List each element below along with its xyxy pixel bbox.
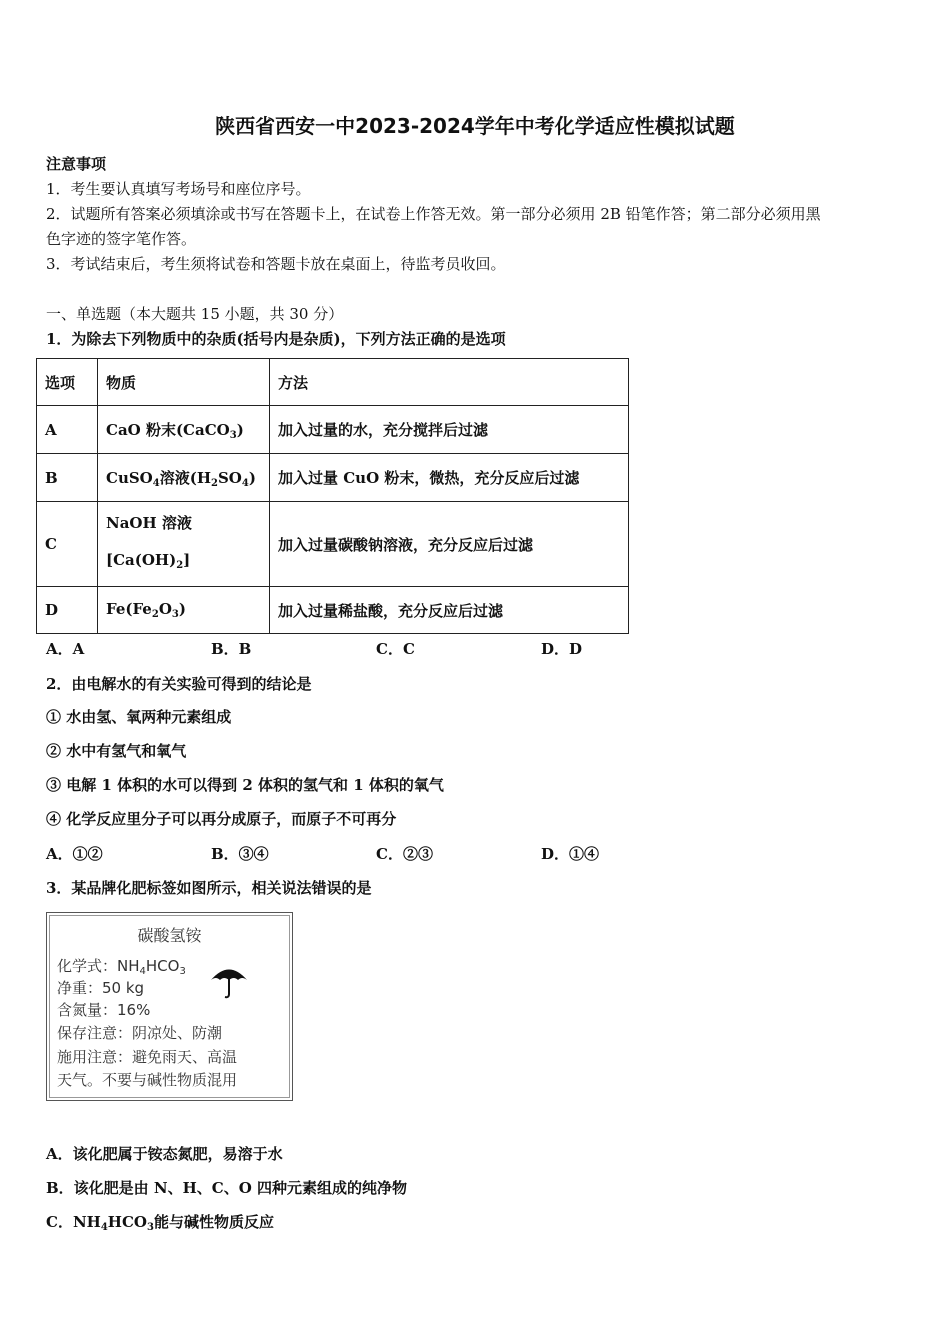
q1-table xyxy=(36,358,629,634)
q1-choice-b[interactable]: B．B xyxy=(211,640,252,658)
table-row xyxy=(37,587,629,634)
q1-stem: 1．为除去下列物质中的杂质(括号内是杂质)，下列方法正确的是选项 xyxy=(46,330,506,348)
row-method: 加入过量 CuO 粉末，微热，充分反应后过滤 xyxy=(270,454,629,502)
q2-statement-1: ① 水由氢、氧两种元素组成 xyxy=(46,708,232,726)
table-header-method: 方法 xyxy=(270,359,629,406)
row-method: 加入过量的水，充分搅拌后过滤 xyxy=(270,406,629,454)
row-substance: NaOH 溶液 $[Ca(OH)_2]$ xyxy=(98,502,270,587)
q2-choice-d[interactable]: D．①④ xyxy=(541,845,600,863)
q1-choice-c[interactable]: C．C xyxy=(376,640,415,658)
q2-statement-2: ② 水中有氢气和氧气 xyxy=(46,742,187,760)
notice-heading: 注意事项 xyxy=(46,155,107,173)
q2-choice-a[interactable]: A．①② xyxy=(46,845,103,863)
q2-choice-c[interactable]: C．②③ xyxy=(376,845,433,863)
notice-item-2-cont: 色字迹的签字笔作答。 xyxy=(46,230,197,248)
fertilizer-label-image xyxy=(46,912,293,1101)
label-title: 碳酸氢铵 xyxy=(137,926,202,945)
row-substance: CuSO$_4$溶液$(H_2SO_4)$ xyxy=(98,454,270,502)
notice-item-2: 2．试题所有答案必须填涂或书写在答题卡上，在试卷上作答无效。第一部分必须用 2B 铅笔作答；第二部分必须用黑 xyxy=(46,205,821,223)
notice-item-3: 3．考试结束后，考生须将试卷和答题卡放在桌面上，待监考员收回。 xyxy=(46,255,506,273)
umbrella-icon xyxy=(209,963,249,999)
row-option: A xyxy=(37,406,98,454)
table-row xyxy=(37,406,629,454)
row-substance: CaO 粉末(CaCO$_3$) xyxy=(98,406,270,454)
q3-choice-c[interactable]: C．$NH_4HCO_3$能与碱性物质反应 xyxy=(46,1213,274,1233)
label-storage: 保存注意：阴凉处、防潮 xyxy=(57,1024,223,1042)
row-option: D xyxy=(37,587,98,634)
table-row xyxy=(37,502,629,587)
q3-choice-b[interactable]: B．该化肥是由 N、H、C、O 四种元素组成的纯净物 xyxy=(46,1179,408,1197)
row-method: 加入过量碳酸钠溶液，充分反应后过滤 xyxy=(270,502,629,587)
q3-stem: 3．某品牌化肥标签如图所示，相关说法错误的是 xyxy=(46,879,372,897)
row-substance: $Fe(Fe_2O_3)$ xyxy=(98,587,270,634)
section-heading: 一、单选题（本大题共 15 小题，共 30 分） xyxy=(46,305,344,323)
q2-statement-4: ④ 化学反应里分子可以再分成原子，而原子不可再分 xyxy=(46,810,397,828)
label-nitrogen: 含氮量：16% xyxy=(57,1001,151,1019)
label-weight: 净重：50 kg xyxy=(57,979,145,997)
row-option: B xyxy=(37,454,98,502)
notice-item-1: 1．考生要认真填写考场号和座位序号。 xyxy=(46,180,311,198)
table-header-option: 选项 xyxy=(37,359,98,406)
q2-statement-3: ③ 电解 1 体积的水可以得到 2 体积的氢气和 1 体积的氧气 xyxy=(46,776,444,794)
q3-choice-a[interactable]: A．该化肥属于铵态氮肥，易溶于水 xyxy=(46,1145,283,1163)
q2-choice-b[interactable]: B．③④ xyxy=(211,845,269,863)
q2-stem: 2．由电解水的有关实验可得到的结论是 xyxy=(46,675,312,693)
label-usage-2: 天气。不要与碱性物质混用 xyxy=(57,1071,238,1089)
row-option: C xyxy=(37,502,98,587)
q1-choice-a[interactable]: A．A xyxy=(46,640,85,658)
row-method: 加入过量稀盐酸，充分反应后过滤 xyxy=(270,587,629,634)
label-formula: 化学式：$NH_4HCO_3$ xyxy=(57,957,186,977)
table-row xyxy=(37,454,629,502)
table-header-substance: 物质 xyxy=(98,359,270,406)
q1-choice-d[interactable]: D．D xyxy=(541,640,583,658)
table-header-row xyxy=(37,359,629,406)
page-title: 陕西省西安一中2023-2024学年中考化学适应性模拟试题 xyxy=(215,114,735,138)
label-usage-1: 施用注意：避免雨天、高温 xyxy=(57,1048,238,1066)
